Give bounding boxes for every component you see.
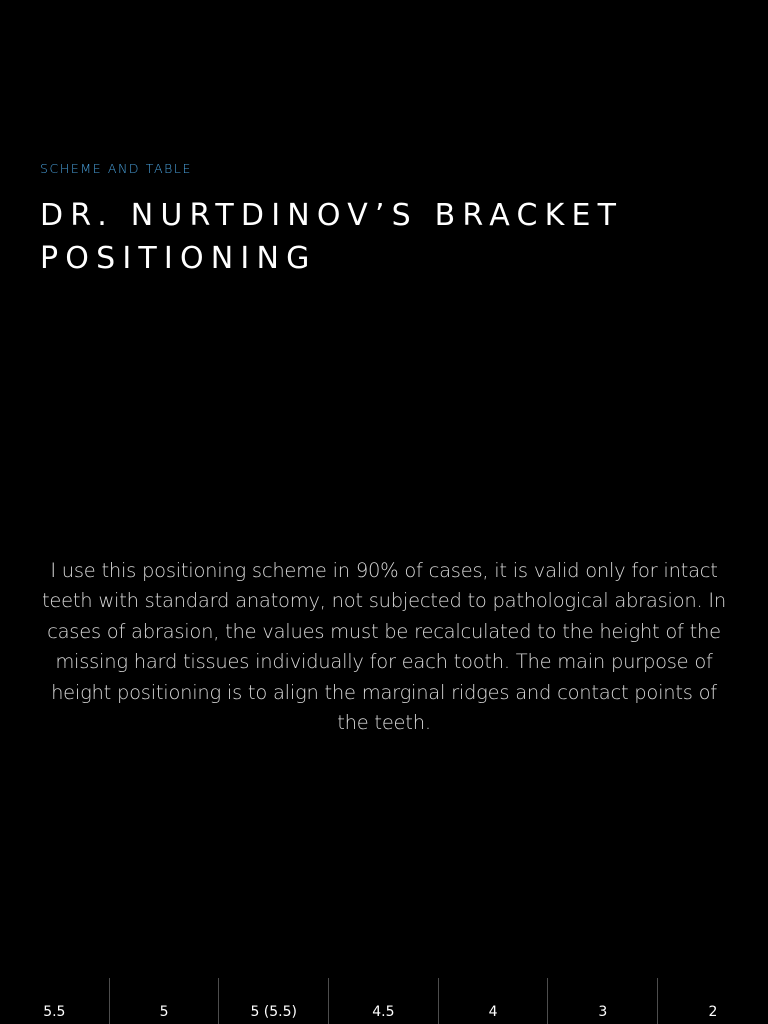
intro-paragraph: I use this positioning scheme in 90% of cases, it is valid only for intact teeth with standard anatomy, not subjected to pathological abrasion. In cases of abrasion, the values must be recalculated to the height of the missing hard tissues individually for each tooth. The main purpose of height positioning is to align the marginal ridges and contact points of the teeth. bbox=[42, 559, 726, 735]
bracket-height-table-row bbox=[0, 978, 768, 1024]
table-cell: 2 bbox=[708, 1004, 718, 1020]
table-cell: 4.5 bbox=[329, 978, 439, 1024]
table-cell: 5.5 bbox=[0, 978, 110, 1024]
table-cell: 5 (5.5) bbox=[219, 978, 329, 1024]
table-cell: 4 bbox=[439, 978, 549, 1024]
section-eyebrow: SCHEME AND TABLE bbox=[40, 161, 192, 176]
table-cell: 3 bbox=[548, 978, 658, 1024]
table-cell: 5 bbox=[110, 978, 220, 1024]
page-title: DR. NURTDINOV’S BRACKET POSITIONING bbox=[40, 198, 624, 276]
